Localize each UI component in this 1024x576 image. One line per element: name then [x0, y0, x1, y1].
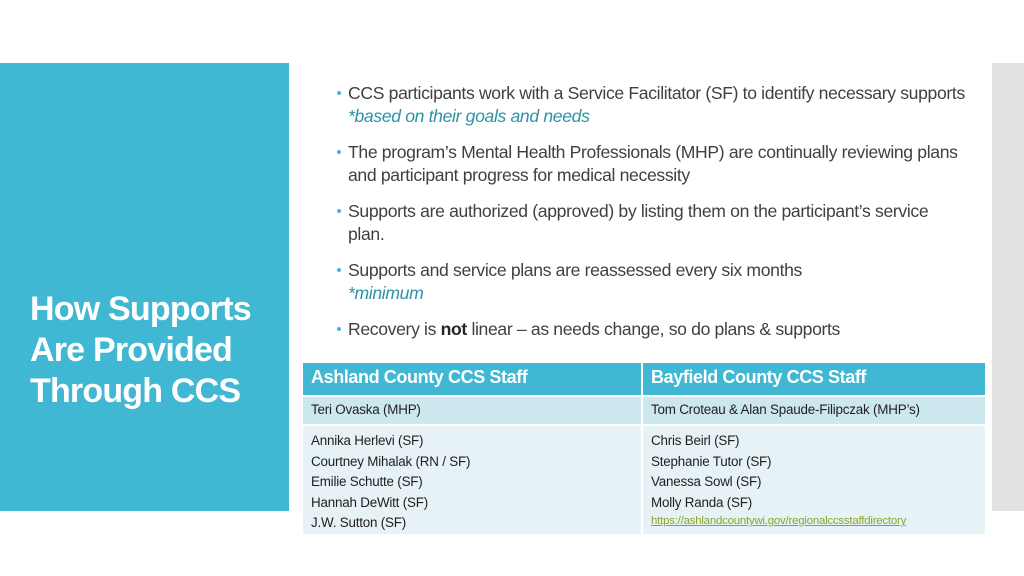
cell-bayfield-sf	[643, 426, 985, 536]
cell-ashland-sf	[303, 426, 643, 536]
bullet-item	[335, 82, 965, 128]
bullet-item	[335, 200, 965, 246]
bullet-accent-note: *based on their goals and needs	[348, 106, 590, 126]
slide-title	[30, 289, 280, 412]
bullet-dot-icon	[337, 268, 341, 272]
table-row-mhp	[303, 397, 985, 426]
header-bayfield: Bayfield County CCS Staff	[643, 363, 985, 397]
staff-name: Chris Beirl (SF)	[651, 433, 740, 448]
staff-name: Annika Herlevi (SF)	[311, 433, 424, 448]
title-panel	[0, 63, 289, 511]
staff-name: Molly Randa (SF)	[651, 494, 752, 510]
staff-name: J.W. Sutton (SF)	[311, 515, 407, 530]
bullet-text: CCS participants work with a Service Facilitator (SF) to identify necessary supports	[348, 83, 965, 103]
bullet-dot-icon	[337, 150, 341, 154]
staff-name: Vanessa Sowl (SF)	[651, 474, 762, 489]
table-header-row	[303, 363, 985, 397]
bullet-text: The program’s Mental Health Professionals (MHP) are continually reviewing plans and participant progress for medical necessity	[348, 142, 958, 185]
bullet-text: linear – as needs change, so do plans & supports	[466, 319, 841, 339]
bullet-accent-note: *minimum	[348, 283, 424, 303]
table-row-sf	[303, 426, 985, 536]
bullet-item	[335, 318, 965, 341]
staff-name: Stephanie Tutor (SF)	[651, 453, 772, 469]
bullet-emphasis: not	[440, 319, 467, 339]
bullet-text: Recovery is	[348, 319, 441, 339]
bullet-dot-icon	[337, 327, 341, 331]
staff-name: Emilie Schutte (SF)	[311, 474, 423, 489]
bullet-list	[335, 82, 965, 354]
bullet-text: Supports are authorized (approved) by listing them on the participant’s service plan.	[348, 201, 929, 244]
staff-table	[303, 363, 985, 536]
cell-bayfield-mhp: Tom Croteau & Alan Spaude-Filipczak (MHP’s)	[643, 397, 985, 426]
bullet-dot-icon	[337, 209, 341, 213]
bullet-dot-icon	[337, 91, 341, 95]
bullet-item	[335, 141, 965, 187]
right-decorative-bar	[992, 63, 1024, 511]
header-ashland: Ashland County CCS Staff	[303, 363, 643, 397]
cell-ashland-mhp: Teri Ovaska (MHP)	[303, 397, 643, 426]
title-line: How Supports	[30, 290, 251, 328]
title-line: Are Provided	[30, 331, 233, 369]
title-line: Through CCS	[30, 372, 241, 410]
staff-directory-link[interactable]: https://ashlandcountywi.gov/regionalccsstaffdirectory	[651, 515, 907, 527]
bullet-item	[335, 259, 965, 305]
staff-name: Hannah DeWitt (SF)	[311, 494, 428, 510]
staff-name: Courtney Mihalak (RN / SF)	[311, 453, 471, 469]
bullet-text: Supports and service plans are reassessed every six months	[348, 260, 802, 280]
